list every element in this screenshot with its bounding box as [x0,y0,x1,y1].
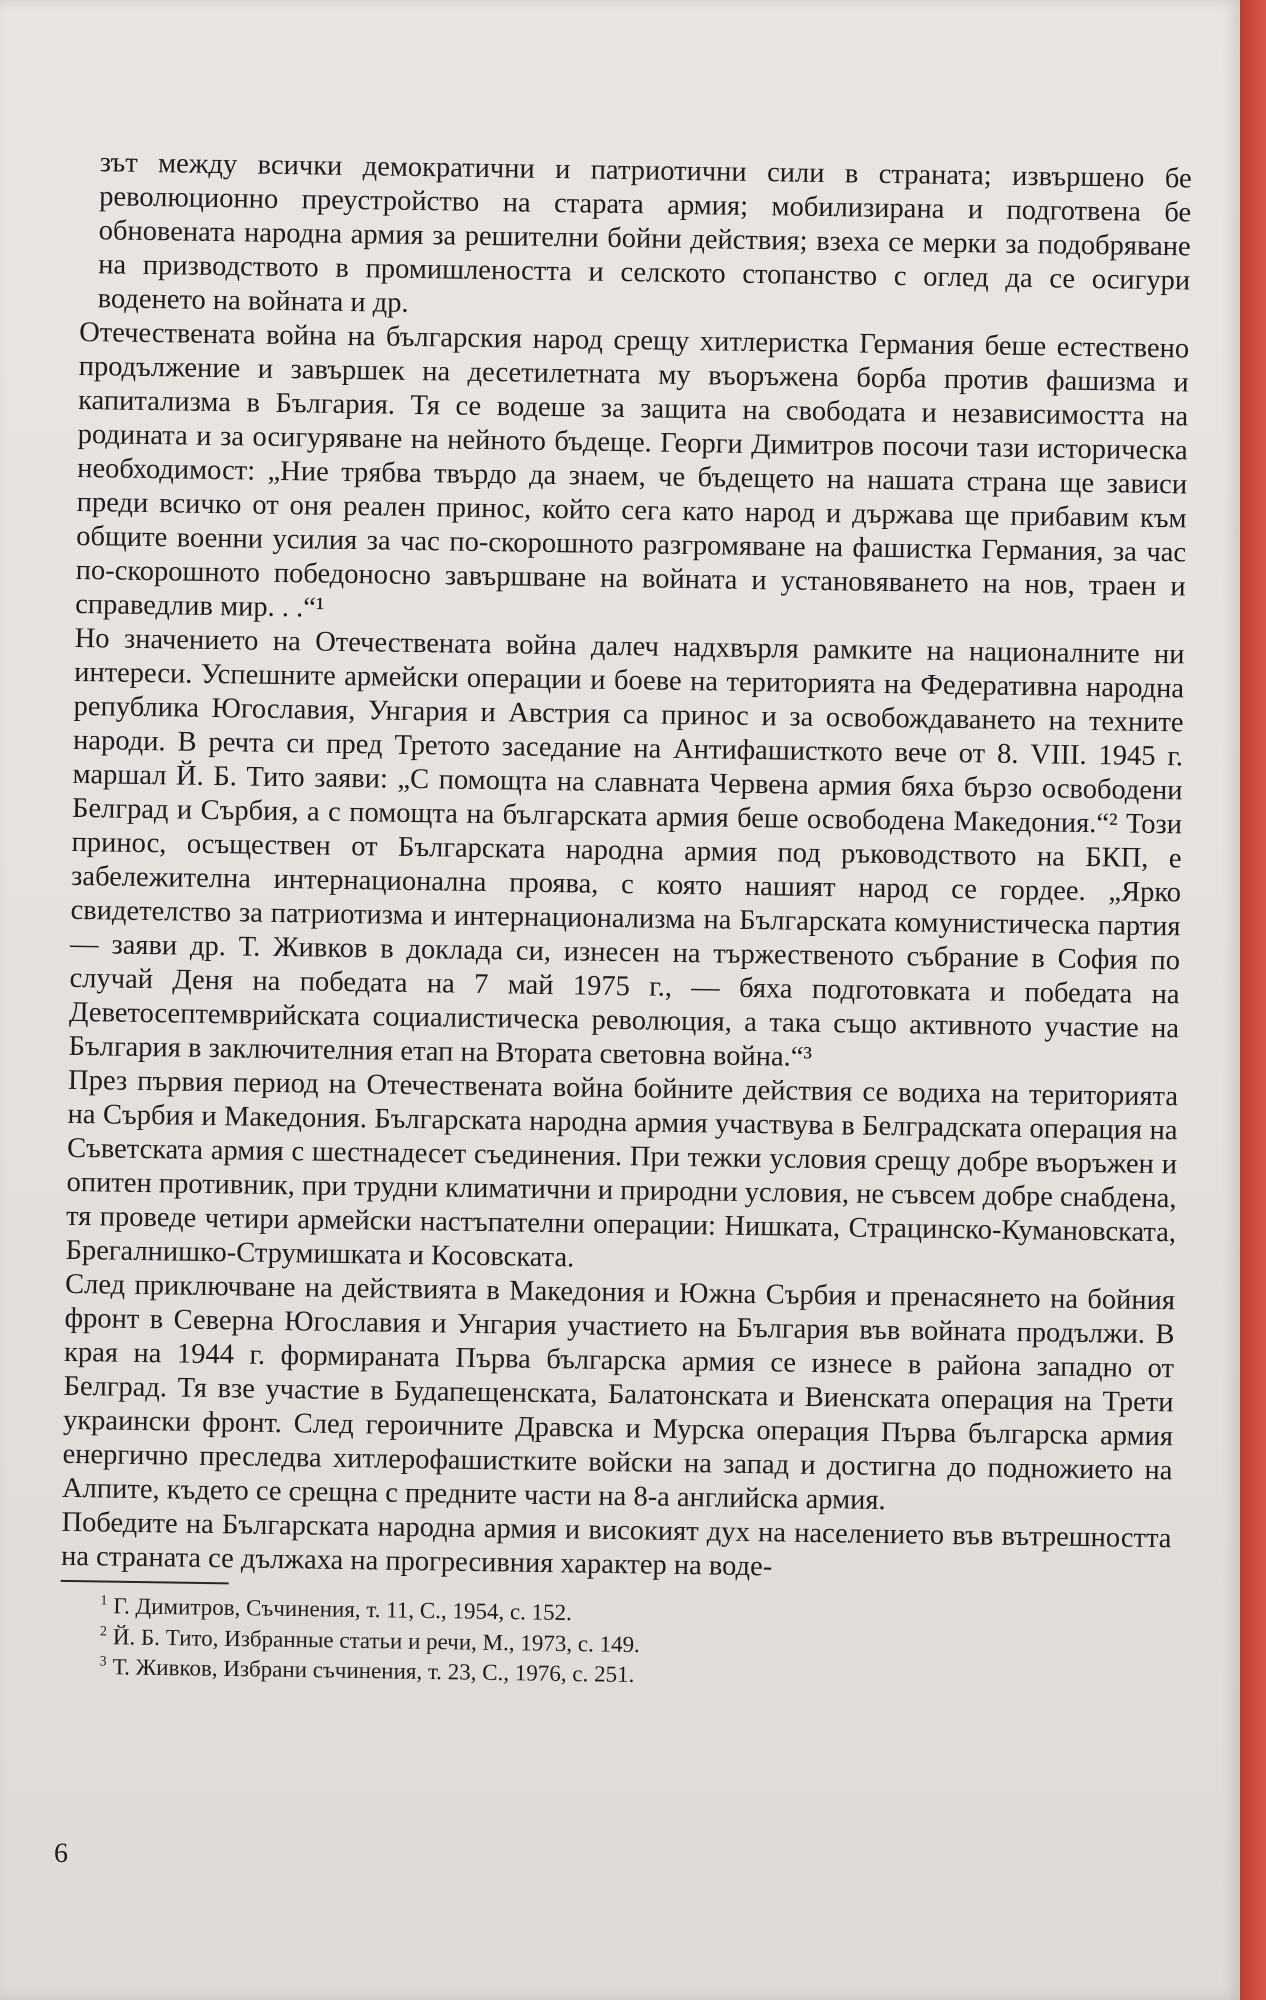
footnotes [59,1588,1170,1696]
footnote-mark: 2 [99,1624,108,1640]
paragraph-3: Но значението на Отечествената война далеч надхвърля рамките на националните ни интереси. Успешните армейски операции и боеве на територията на Федеративна народна република Югославия, Унгария и Австрия са принос и за освобождаването на техните народи. В речта си пред Третото заседание на Антифашисткото вече от 8. VIII. 1945 г. маршал Й. Б. Тито заяви: „С помощта на славната Червена армия бяха бързо освободени Белград и Сърбия, а с помощта на българската армия беше освободена Македония.“² Този принос, осъществен от Българската народна армия под ръководството на БКП, е забележителна интернационална проява, с която нашият народ се гордее. „Ярко свидетелство за патриотизма и интернационализма на Българската комунистическа партия — заяви др. Т. Живков в доклада си, изнесен на тържественото събрание в София по случай Деня на победата на 7 май 1975 г., — бяха подготовката и победата на Деветосептемврийската социалистическа революция, а така също активното участие на България в заключителния етап на Втората световна война.“³ [68,622,1185,1073]
paragraph-2: Отечествената война на българския народ срещу хитлеристка Германия беше естествено продължение и завършек на десетилетната му въоръжена борба против фашизма и капитализма в България. Тя се водеше за защита на свободата и независимостта на родината и за осигуряване на нейното бъдеще. Георги Димитров посочи тази историческа необходимост: „Ние трябва твърдо да знаем, че бъдещето на нашата страна ще зависи преди всичко от оня реален принос, който сега като народ и държава ще прибавим към общите военни усилия за час по-скорошното разгромяване на фашистка Германия, за час по-скорошното победоносно завършване на войната и установяването на нов, траен и справедлив мир. . .“¹ [74,316,1190,624]
paragraph-4: През първия период на Отечествената война бойните действия се водиха на територията на Сърбия и Македония. Българската народна армия участвува в Белградската операция на Съветската армия с шестнадесет съединения. При тежки условия срещу добре въоръжен и опитен противник, при трудни климатични и природни условия, не съвсем добре снабдена, тя проведе четири армейски настъпателни операции: Нишката, Страцинско-Кумановската, Брегалнишко-Струмишката и Косовската. [65,1064,1179,1274]
footnote-mark: 3 [99,1654,107,1670]
paragraph-6: Победите на Българската народна армия и високият дух на населението във вътрешността на страната се дължаха на прогресивния характер на воде- [60,1506,1172,1583]
footnote-text: Г. Димитров, Съчинения, т. 11, С., 1954, с. 152. [113,1593,573,1626]
footnote-text: Й. Б. Тито, Избранные статьи и речи, М., 1973, с. 149. [112,1623,640,1657]
page-body [59,146,1192,1696]
paragraph-5: След приключване на действията в Македония и Южна Сърбия и пренасянето на бойния фронт в Северна Югославия и Унгария участието на България във войната продължи. В края на 1944 г. формираната Първа българска армия се изнесе в района западно от Белград. Тя взе участие в Будапещенската, Балатонската и Виенската операция на Трети украински фронт. След героичните Дравска и Мурска операция Първа българска армия енергично преследва хитлерофашистките войски на запад и достигна до подножието на Алпите, където се срещна с предните части на 8-а английска армия. [61,1268,1176,1517]
paragraph-1: зът между всички демократични и патриотични сили в страната; извършено бе революционно преустройство на старата армия; мобилизирана и подготвена бе обновената народна армия за решителни бойни действия; взеха се мерки за подобряване на призводството в промишлеността и селското стопанство с оглед да се осигури воденето на войната и др. [97,147,1192,319]
footnote-text: Т. Живков, Избрани съчинения, т. 23, С., 1976, с. 251. [112,1654,635,1688]
footnote-divider [61,1580,229,1584]
footnote-mark: 1 [100,1593,108,1609]
page-number: 6 [53,1837,69,1870]
